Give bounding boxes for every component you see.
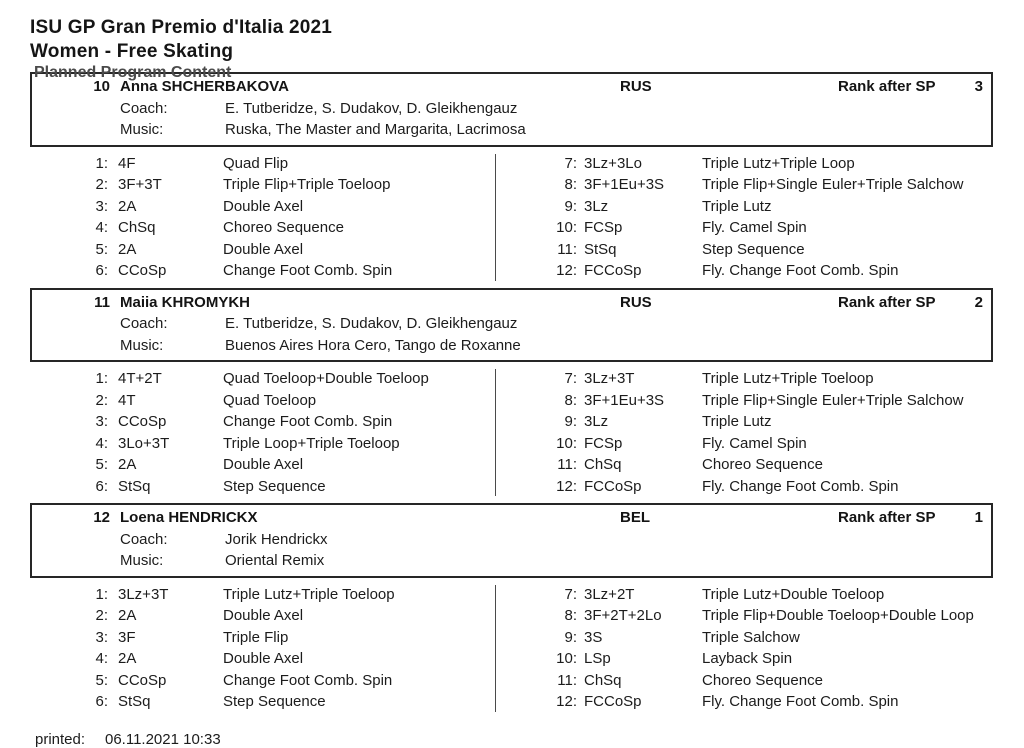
- document-header: [30, 16, 1024, 64]
- element-code: 3F: [118, 628, 136, 646]
- rank-after-sp-value: 2: [974, 293, 983, 311]
- element-code: 4F: [118, 154, 136, 172]
- element-code: 3Lz+3T: [584, 370, 635, 387]
- element-code: 3F+1Eu+3S: [584, 391, 665, 409]
- element-row: [30, 670, 495, 692]
- element-row: [30, 217, 495, 239]
- element-row: [496, 691, 993, 713]
- element-code: 2A: [118, 197, 137, 215]
- element-description: Fly. Camel Spin: [702, 434, 807, 452]
- element-description: Triple Salchow: [702, 628, 800, 646]
- element-code: 3Lz+2T: [584, 585, 635, 603]
- element-code: 3Lz+3Lo: [584, 154, 642, 172]
- element-code: CCoSp: [118, 262, 167, 279]
- element-number: 11:: [557, 240, 577, 258]
- element-code: 3S: [584, 628, 603, 646]
- elements-column-right: [496, 153, 993, 282]
- element-row: [30, 153, 495, 175]
- rank-after-sp-label: Rank after SP: [838, 78, 936, 95]
- element-code: CCoSp: [118, 671, 167, 689]
- element-description: Quad Toeloop+Double Toeloop: [223, 370, 429, 387]
- element-code: StSq: [584, 240, 617, 258]
- rank-after-sp-label: Rank after SP: [838, 509, 936, 526]
- element-row: [30, 174, 495, 196]
- element-number: 3:: [95, 628, 108, 646]
- coach-value: E. Tutberidze, S. Dudakov, D. Gleikhengauz: [225, 315, 518, 332]
- element-row: [496, 239, 993, 261]
- element-description: Fly. Change Foot Comb. Spin: [702, 477, 899, 495]
- element-description: Triple Flip+Triple Toeloop: [223, 176, 391, 193]
- element-code: 3Lz: [584, 197, 609, 215]
- music-label: Music:: [120, 552, 164, 569]
- nation-code: RUS: [620, 293, 652, 311]
- element-row: [30, 390, 495, 412]
- element-code: CCoSp: [118, 413, 167, 430]
- element-number: 2:: [95, 607, 108, 624]
- element-description: Triple Flip: [223, 628, 289, 646]
- element-number: 3:: [95, 413, 108, 430]
- skater-block-1: [30, 72, 993, 282]
- element-number: 8:: [564, 607, 577, 624]
- element-description: Step Sequence: [223, 477, 326, 495]
- element-row: [496, 627, 993, 649]
- element-code: 3Lo+3T: [118, 434, 170, 452]
- element-row: [496, 454, 993, 476]
- element-number: 7:: [564, 154, 577, 172]
- elements-column-left: [30, 153, 495, 282]
- element-row: [30, 476, 495, 498]
- start-number: 10: [93, 78, 110, 95]
- printed-timestamp: 06.11.2021 10:33: [105, 730, 221, 748]
- element-description: Triple Flip+Single Euler+Triple Salchow: [702, 176, 964, 193]
- element-description: Step Sequence: [223, 693, 326, 710]
- element-number: 5:: [95, 456, 108, 473]
- element-number: 10:: [556, 219, 577, 236]
- element-number: 6:: [95, 262, 108, 279]
- skater-header: [30, 72, 993, 147]
- element-number: 1:: [95, 585, 108, 603]
- elements-section: [30, 153, 993, 282]
- element-code: 2A: [118, 240, 137, 258]
- skater-block-3: [30, 503, 993, 713]
- elements-section: [30, 584, 993, 713]
- element-description: Change Foot Comb. Spin: [223, 262, 393, 279]
- music-label: Music:: [120, 121, 164, 138]
- skater-name: Anna SHCHERBAKOVA: [120, 78, 289, 95]
- element-row: [496, 196, 993, 218]
- start-number: 11: [94, 293, 110, 311]
- element-number: 4:: [95, 650, 108, 667]
- element-description: Triple Lutz+Triple Loop: [702, 154, 855, 172]
- element-code: FCSp: [584, 219, 623, 236]
- element-row: [30, 239, 495, 261]
- elements-column-right: [496, 584, 993, 713]
- element-description: Double Axel: [223, 456, 304, 473]
- page-subtitle: Women - Free Skating: [30, 41, 234, 62]
- element-row: [496, 605, 993, 627]
- element-number: 10:: [556, 650, 577, 667]
- element-number: 6:: [95, 477, 108, 495]
- element-row: [30, 196, 495, 218]
- element-description: Triple Lutz+Triple Toeloop: [223, 585, 395, 603]
- element-row: [496, 411, 993, 433]
- element-description: Fly. Change Foot Comb. Spin: [702, 693, 899, 710]
- element-row: [496, 584, 993, 606]
- print-footer: [35, 731, 1024, 748]
- element-description: Triple Flip+Double Toeloop+Double Loop: [702, 607, 974, 624]
- coach-label: Coach:: [120, 315, 168, 332]
- element-description: Double Axel: [223, 240, 304, 258]
- element-number: 5:: [95, 240, 108, 258]
- element-description: Triple Flip+Single Euler+Triple Salchow: [702, 391, 964, 409]
- skater-name: Loena HENDRICKX: [120, 509, 258, 526]
- music-value: Buenos Aires Hora Cero, Tango de Roxanne: [225, 336, 521, 354]
- element-number: 12:: [556, 693, 577, 710]
- element-number: 12:: [556, 262, 577, 279]
- element-code: 3F+1Eu+3S: [584, 176, 665, 193]
- element-number: 8:: [564, 176, 577, 193]
- music-label: Music:: [120, 336, 164, 354]
- clipped-section-heading: [34, 64, 993, 72]
- element-number: 9:: [564, 197, 577, 215]
- element-row: [30, 411, 495, 433]
- element-code: 3F+3T: [118, 176, 162, 193]
- skater-header: [30, 288, 993, 363]
- element-number: 11:: [557, 456, 577, 473]
- element-row: [30, 433, 495, 455]
- element-number: 6:: [95, 693, 108, 710]
- element-number: 8:: [564, 391, 577, 409]
- element-number: 1:: [95, 154, 108, 172]
- start-number: 12: [93, 509, 110, 526]
- music-value: Oriental Remix: [225, 552, 325, 569]
- element-code: 3Lz+3T: [118, 585, 169, 603]
- skater-block-2: [30, 288, 993, 498]
- element-code: ChSq: [584, 671, 622, 689]
- element-code: LSp: [584, 650, 611, 667]
- element-row: [30, 691, 495, 713]
- elements-column-left: [30, 584, 495, 713]
- element-description: Triple Lutz: [702, 197, 772, 215]
- element-description: Step Sequence: [702, 240, 805, 258]
- element-code: FCCoSp: [584, 693, 642, 710]
- element-number: 4:: [95, 219, 108, 236]
- element-row: [30, 260, 495, 282]
- element-description: Choreo Sequence: [702, 671, 823, 689]
- element-description: Triple Lutz+Triple Toeloop: [702, 370, 874, 387]
- element-row: [30, 454, 495, 476]
- element-number: 11:: [557, 671, 577, 689]
- element-row: [496, 217, 993, 239]
- element-number: 3:: [95, 197, 108, 215]
- coach-value: Jorik Hendrickx: [225, 530, 328, 548]
- element-row: [30, 605, 495, 627]
- coach-label: Coach:: [120, 530, 168, 548]
- element-number: 2:: [95, 176, 108, 193]
- element-row: [30, 584, 495, 606]
- element-description: Layback Spin: [702, 650, 793, 667]
- element-row: [30, 627, 495, 649]
- rank-after-sp-value: 1: [974, 509, 983, 526]
- printed-label: printed:: [35, 730, 86, 748]
- element-description: Choreo Sequence: [223, 219, 344, 236]
- element-description: Triple Loop+Triple Toeloop: [223, 434, 400, 452]
- element-code: StSq: [118, 693, 151, 710]
- element-description: Change Foot Comb. Spin: [223, 413, 393, 430]
- element-number: 7:: [564, 370, 577, 387]
- element-row: [496, 153, 993, 175]
- music-value: Ruska, The Master and Margarita, Lacrimosa: [225, 121, 526, 138]
- element-code: FCSp: [584, 434, 623, 452]
- element-row: [496, 390, 993, 412]
- element-description: Double Axel: [223, 607, 304, 624]
- element-code: 3Lz: [584, 413, 609, 430]
- element-description: Change Foot Comb. Spin: [223, 671, 393, 689]
- nation-code: BEL: [620, 509, 650, 526]
- element-description: Double Axel: [223, 650, 304, 667]
- element-row: [496, 433, 993, 455]
- element-row: [30, 648, 495, 670]
- elements-column-right: [496, 368, 993, 497]
- rank-after-sp-value: 3: [974, 78, 983, 95]
- element-row: [496, 174, 993, 196]
- element-description: Double Axel: [223, 197, 304, 215]
- element-number: 4:: [95, 434, 108, 452]
- element-row: [496, 476, 993, 498]
- element-code: 2A: [118, 607, 137, 624]
- element-number: 9:: [564, 628, 577, 646]
- skater-header: [30, 503, 993, 578]
- element-row: [496, 260, 993, 282]
- nation-code: RUS: [620, 78, 652, 95]
- element-description: Triple Lutz: [702, 413, 772, 430]
- elements-section: [30, 368, 993, 497]
- element-number: 7:: [564, 585, 577, 603]
- element-code: 2A: [118, 650, 137, 667]
- element-code: 3F+2T+2Lo: [584, 607, 662, 624]
- element-code: 4T: [118, 391, 136, 409]
- element-description: Choreo Sequence: [702, 456, 823, 473]
- element-row: [496, 648, 993, 670]
- element-code: 2A: [118, 456, 137, 473]
- coach-value: E. Tutberidze, S. Dudakov, D. Gleikhengauz: [225, 99, 518, 117]
- element-number: 1:: [95, 370, 108, 387]
- document-body: [30, 64, 993, 713]
- element-description: Fly. Camel Spin: [702, 219, 807, 236]
- page-title: ISU GP Gran Premio d'Italia 2021: [30, 17, 333, 38]
- skater-name: Maiia KHROMYKH: [120, 293, 251, 311]
- element-code: ChSq: [584, 456, 622, 473]
- element-description: Quad Flip: [223, 154, 289, 172]
- element-code: FCCoSp: [584, 477, 642, 495]
- element-code: ChSq: [118, 219, 156, 236]
- element-number: 10:: [556, 434, 577, 452]
- element-row: [496, 368, 993, 390]
- element-description: Quad Toeloop: [223, 391, 317, 409]
- element-number: 12:: [556, 477, 577, 495]
- elements-column-left: [30, 368, 495, 497]
- element-row: [30, 368, 495, 390]
- coach-label: Coach:: [120, 99, 168, 117]
- element-description: Fly. Change Foot Comb. Spin: [702, 262, 899, 279]
- rank-after-sp-label: Rank after SP: [838, 293, 936, 311]
- element-code: StSq: [118, 477, 151, 495]
- element-number: 5:: [95, 671, 108, 689]
- element-row: [496, 670, 993, 692]
- element-code: FCCoSp: [584, 262, 642, 279]
- element-code: 4T+2T: [118, 370, 162, 387]
- element-description: Triple Lutz+Double Toeloop: [702, 585, 885, 603]
- element-number: 9:: [564, 413, 577, 430]
- element-number: 2:: [95, 391, 108, 409]
